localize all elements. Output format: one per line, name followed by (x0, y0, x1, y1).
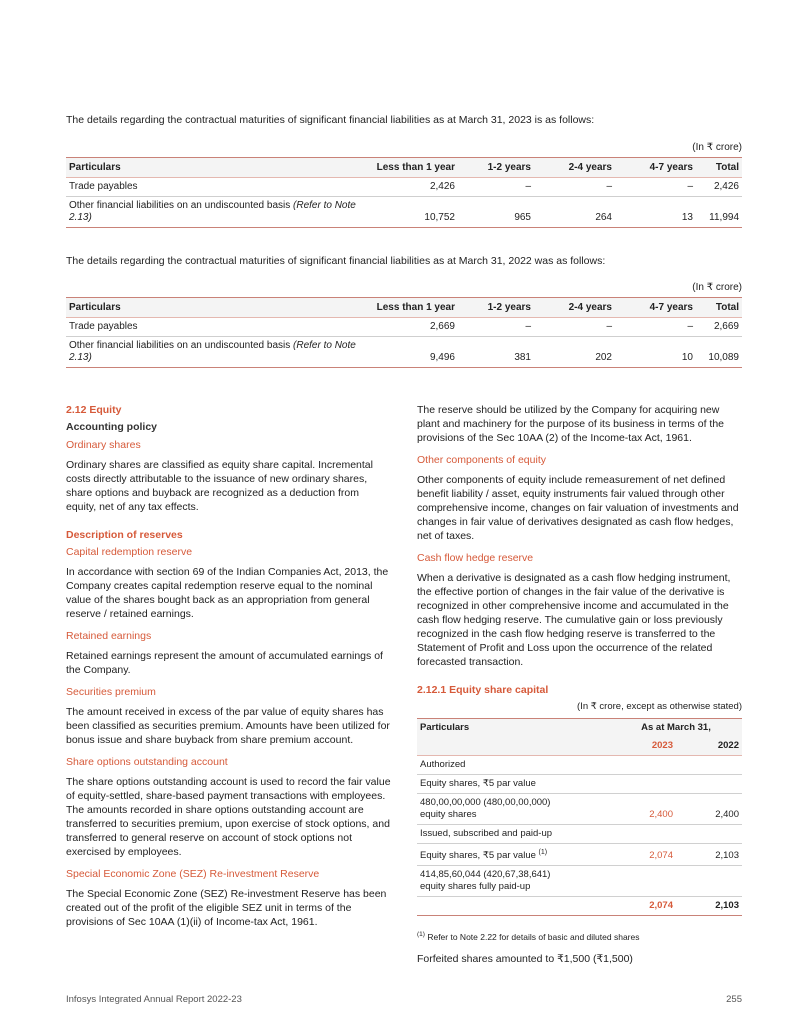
cell-value: 202 (595, 352, 612, 363)
accounting-policy-heading: Accounting policy (66, 421, 158, 433)
header-total: Total (715, 162, 739, 173)
row-label: Equity shares, ₹5 par value (420, 850, 536, 862)
sez-heading: Special Economic Zone (SEZ) Re-investment Reserve (66, 868, 320, 880)
share-options-heading: Share options outstanding account (66, 756, 228, 768)
footnote-marker: (1) (538, 849, 548, 856)
cell-value: 10 (681, 352, 693, 363)
header-4-7-years: 4-7 years (649, 302, 693, 313)
cell-value: 381 (514, 352, 531, 363)
sez-text: The Special Economic Zone (SEZ) Re-investment Reserve has been created out of the profit of the eligible SEZ unit in terms of the provisions of Sec 10AA (1)(ii) of Income-tax Act, 1961. (66, 888, 387, 928)
ordinary-shares-heading: Ordinary shares (66, 439, 141, 451)
other-components-text: Other components of equity include remeasurement of net defined benefit liability / asset, equity instruments fair valued through other comprehensive income, changes on fair valuation of investments and changes in fair value of derivatives designated as cash flow hedges, net of taxes. (417, 474, 739, 542)
maturity-table-2023 (66, 157, 742, 228)
table-row (417, 756, 742, 775)
row-note: (Refer to Note 2.13) (69, 340, 356, 363)
share-options-text: The share options outstanding account is used to record the fair value of equity-settled, share-based payment transactions with employees. The amounts recorded in share options outstanding account are transferred to securities premium, upon exercise of stock options, and transferred to general reserve on account of stock options not exercised by employees. (66, 776, 391, 858)
table-header-row (66, 158, 742, 178)
page-number: 255 (726, 994, 742, 1005)
retained-earnings-text: Retained earnings represent the amount of accumulated earnings of the Company. (66, 650, 383, 676)
header-1-2-years: 1-2 years (487, 162, 531, 173)
right-column (417, 403, 742, 966)
header-particulars: Particulars (417, 719, 610, 738)
cell-value-2022 (676, 866, 742, 897)
table-row (417, 794, 742, 825)
intro-2023: The details regarding the contractual maturities of significant financial liabilities as at March 31, 2023 is as follows: (66, 114, 595, 126)
table-header-row (417, 719, 742, 738)
sez-continued-text: The reserve should be utilized by the Company for acquiring new plant and machinery for the purpose of its business in terms of the provisions of the Sec 10AA (2) of the Income-tax Act, 1961. (417, 404, 724, 444)
row-label-cell (66, 197, 372, 228)
table-header-row (66, 298, 742, 318)
header-total: Total (715, 302, 739, 313)
table-row (417, 866, 742, 897)
cell-value-2022 (676, 825, 742, 844)
header-1-2-years: 1-2 years (487, 302, 531, 313)
other-components-heading: Other components of equity (417, 454, 546, 466)
equity-share-capital-table (417, 718, 742, 916)
cell-value: 13 (681, 212, 693, 223)
header-year-2023: 2023 (610, 737, 676, 756)
capital-redemption-heading: Capital redemption reserve (66, 546, 193, 558)
cell-value-2023: 2,074 (610, 844, 676, 866)
equity-heading: 2.12 Equity (66, 404, 122, 416)
cell-value-2023 (610, 756, 676, 775)
row-label: Other financial liabilities on an undiscounted basis (69, 200, 291, 211)
esc-unit-label: (In ₹ crore, except as otherwise stated) (577, 701, 742, 712)
cell-value: 2,669 (429, 321, 455, 332)
row-label: 414,85,60,044 (420,67,38,641) equity shares fully paid-up (417, 866, 610, 897)
cell-value: 10,752 (424, 212, 455, 223)
row-label: 480,00,00,000 (480,00,00,000) equity shares (417, 794, 610, 825)
row-label: Equity shares, ₹5 par value (417, 775, 610, 794)
cell-value: 2,426 (713, 181, 739, 192)
header-as-at: As at March 31, (610, 719, 742, 738)
securities-premium-text: The amount received in excess of the par value of equity shares has been classified as securities premium. Amounts have been utilized for bonus issue and share buyback from share premium account. (66, 706, 390, 746)
row-note: (Refer to Note 2.13) (69, 200, 356, 223)
cell-value-2022: 2,400 (676, 794, 742, 825)
header-year-2022: 2022 (676, 737, 742, 756)
description-of-reserves-heading: Description of reserves (66, 529, 183, 541)
cell-value: – (606, 321, 612, 332)
table-row (66, 197, 742, 228)
cell-value: 264 (595, 212, 612, 223)
row-label-cell (66, 337, 372, 368)
ordinary-shares-text: Ordinary shares are classified as equity share capital. Incremental costs directly attributable to the issuance of new ordinary shares, share options and buyback are recognized as a deduction from equity, net of any tax effects. (66, 459, 373, 513)
cell-value-2022 (676, 775, 742, 794)
header-particulars: Particulars (69, 162, 121, 173)
footer-report-title: Infosys Integrated Annual Report 2022-23 (66, 994, 242, 1005)
cell-value: 11,994 (709, 212, 739, 223)
cash-flow-hedge-heading: Cash flow hedge reserve (417, 552, 534, 564)
header-2-4-years: 2-4 years (568, 162, 612, 173)
footnote-text: Refer to Note 2.22 for details of basic and diluted shares (427, 931, 640, 942)
cell-value-2023: 2,400 (610, 794, 676, 825)
cell-value: – (687, 181, 693, 192)
table-row (66, 318, 742, 337)
row-label: Other financial liabilities on an undiscounted basis (69, 340, 291, 351)
cell-value: 10,089 (708, 352, 739, 363)
cell-value: – (525, 321, 531, 332)
cell-value: 2,426 (429, 181, 455, 192)
total-row (417, 897, 742, 916)
table-row (417, 775, 742, 794)
retained-earnings-heading: Retained earnings (66, 630, 152, 642)
header-2-4-years: 2-4 years (568, 302, 612, 313)
cell-value-2022 (676, 756, 742, 775)
intro-2022: The details regarding the contractual maturities of significant financial liabilities as at March 31, 2022 was as follows: (66, 255, 606, 267)
unit-label-2022: (In ₹ crore) (692, 282, 742, 293)
header-particulars: Particulars (69, 302, 121, 313)
header-less-than-1-year: Less than 1 year (376, 302, 455, 313)
equity-share-capital-heading: 2.12.1 Equity share capital (417, 684, 549, 696)
cell-value-2023 (610, 866, 676, 897)
row-label-cell (417, 844, 610, 866)
left-column (66, 403, 391, 937)
header-4-7-years: 4-7 years (649, 162, 693, 173)
cell-value: 2,669 (713, 321, 739, 332)
table-header-years (417, 737, 742, 756)
cell-value: 9,496 (429, 352, 455, 363)
cell-value: 965 (514, 212, 531, 223)
total-2022: 2,103 (676, 897, 742, 916)
header-less-than-1-year: Less than 1 year (376, 162, 455, 173)
unit-label-2023: (In ₹ crore) (692, 142, 742, 153)
cell-value: – (525, 181, 531, 192)
table-row (66, 178, 742, 197)
cell-value-2023 (610, 825, 676, 844)
footnote-marker: (1) (417, 931, 425, 939)
maturity-table-2022 (66, 297, 742, 368)
table-row (417, 825, 742, 844)
total-2023: 2,074 (610, 897, 676, 916)
footnote (417, 928, 742, 944)
cell-value: – (606, 181, 612, 192)
capital-redemption-text: In accordance with section 69 of the Indian Companies Act, 2013, the Company creates capital redemption reserve equal to the nominal value of the shares bought back as an appropriation from general reserve / retained earnings. (66, 566, 389, 620)
row-label: Authorized (417, 756, 610, 775)
row-label: Trade payables (69, 321, 138, 332)
row-label: Issued, subscribed and paid-up (417, 825, 610, 844)
cash-flow-hedge-text: When a derivative is designated as a cash flow hedging instrument, the effective portion of changes in the fair value of the derivative is recognized in other comprehensive income and accumulated in the cash flow hedging reserve. The cumulative gain or loss previously recognized in the cash flow hedging reserve is transferred to the Statement of Profit and Loss upon the occurrence of the related forecasted transaction. (417, 572, 731, 668)
forfeited-shares-text: Forfeited shares amounted to ₹1,500 (₹1,500) (417, 952, 633, 965)
table-row (417, 844, 742, 866)
row-label: Trade payables (69, 181, 138, 192)
securities-premium-heading: Securities premium (66, 686, 156, 698)
cell-value-2022: 2,103 (676, 844, 742, 866)
table-row (66, 337, 742, 368)
cell-value: – (687, 321, 693, 332)
cell-value-2023 (610, 775, 676, 794)
